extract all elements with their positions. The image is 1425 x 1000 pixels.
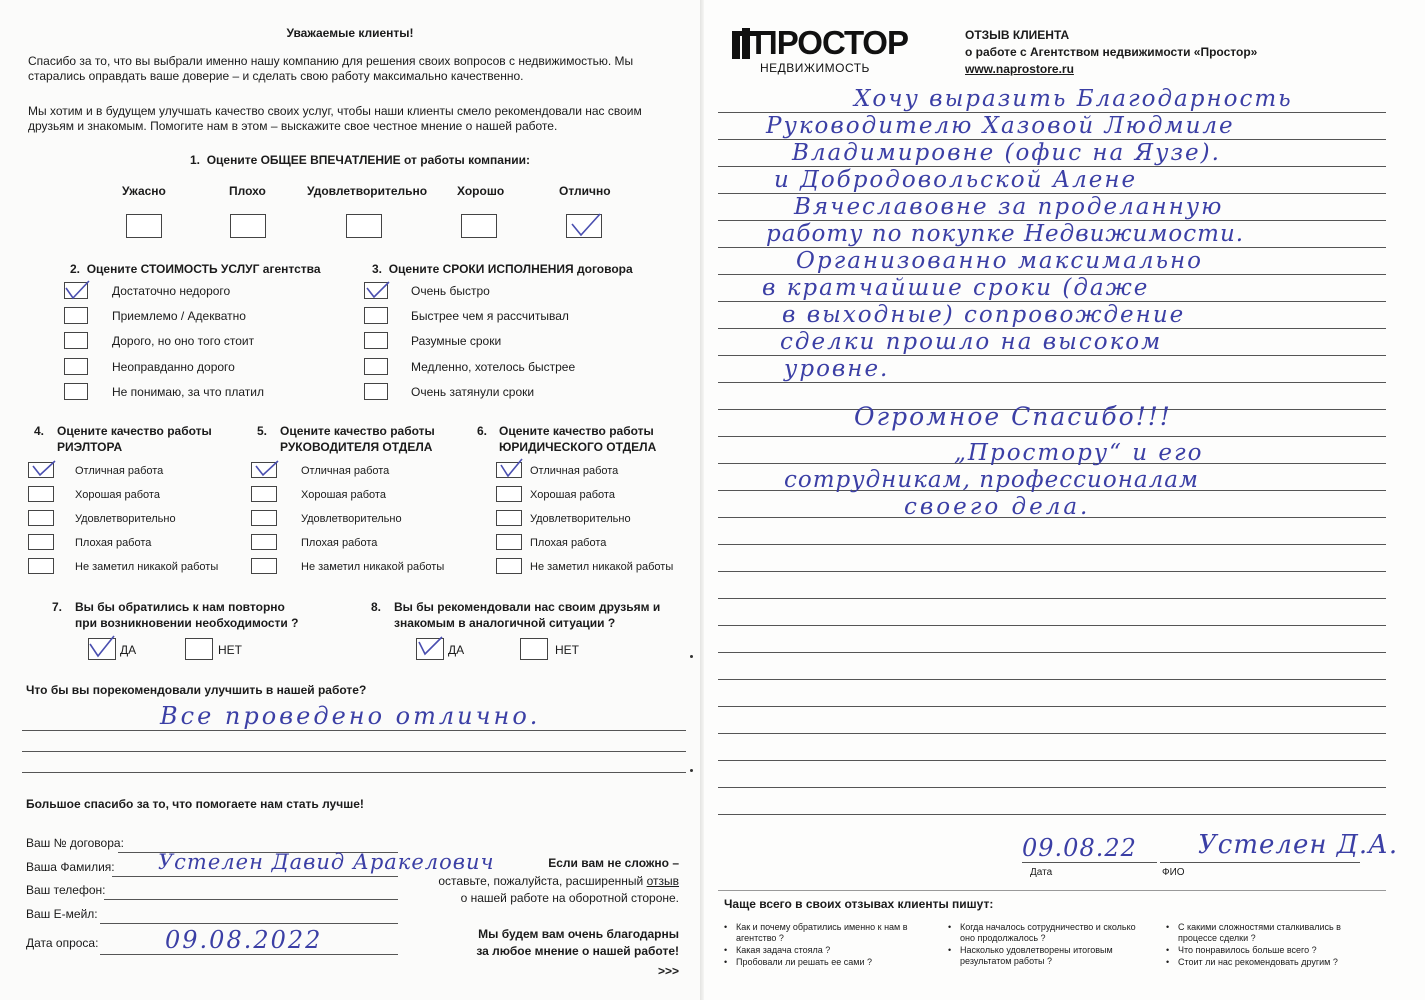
q3-checkbox[interactable]: [364, 307, 388, 324]
q5-title: РУКОВОДИТЕЛЯ ОТДЕЛА: [280, 440, 433, 454]
review-text-line[interactable]: в выходные) сопровождение: [782, 302, 1186, 328]
check-mark-icon: [251, 458, 281, 480]
next-page-arrows[interactable]: >>>: [657, 964, 679, 978]
side-note-bold: Если вам не сложно –: [548, 856, 679, 870]
review-text-line[interactable]: Организованно максимально: [796, 248, 1203, 274]
website-link[interactable]: www.naprostore.ru: [965, 62, 1074, 76]
q4-option: Удовлетворительно: [75, 513, 176, 525]
bullet-icon: •: [948, 922, 952, 932]
q3-option: Очень быстро: [411, 284, 490, 298]
fio-caption: ФИО: [1162, 867, 1185, 878]
q5-option: Отличная работа: [301, 465, 390, 477]
q5-option: Плохая работа: [301, 537, 378, 549]
tips-column: [948, 922, 1148, 967]
q7-title: при возникновении необходимости ?: [75, 616, 299, 630]
date-line: [1022, 862, 1157, 863]
q1-option-label: Хорошо: [457, 184, 505, 198]
q5-title: Оцените качество работы: [280, 424, 435, 438]
thanks-note: за любое мнение о нашей работе!: [476, 944, 679, 958]
q2-checkbox[interactable]: [64, 332, 88, 349]
q6-checkbox[interactable]: [496, 558, 522, 574]
check-mark-icon: [496, 457, 526, 481]
q8-number: 8.: [371, 600, 382, 614]
q2-option: Не понимаю, за что платил: [112, 385, 265, 399]
review-page: [704, 0, 1425, 1000]
ruled-line: [718, 679, 1386, 680]
q3-checkbox[interactable]: [364, 332, 388, 349]
q5-option: Удовлетворительно: [301, 513, 402, 525]
q2-option: Достаточно недорого: [112, 284, 231, 298]
separator: [718, 890, 1386, 891]
review-text-line[interactable]: работу по покупке Недвижимости.: [766, 221, 1245, 247]
tip-item: • Пробовали ли решать ее сами ?: [724, 957, 872, 967]
check-mark-icon: [62, 278, 92, 302]
ruled-line: [718, 436, 1386, 437]
q2-option: Неоправданно дорого: [112, 360, 235, 374]
q1-option-label: Плохо: [229, 184, 266, 198]
review-text-line[interactable]: Огромное Спасибо!!!: [854, 402, 1172, 431]
ruled-line: [718, 625, 1386, 626]
q4-option: Хорошая работа: [75, 489, 160, 501]
ruled-line: [718, 598, 1386, 599]
surname-value[interactable]: Устелен Давид Аракелович: [158, 850, 495, 874]
review-text-line[interactable]: сделки прошло на высоком: [780, 329, 1163, 355]
surname-field: [112, 876, 398, 877]
ruled-line: [718, 571, 1386, 572]
q3-title: 3. Оцените СРОКИ ИСПОЛНЕНИЯ договора: [372, 262, 633, 276]
review-text-line[interactable]: Владимировне (офис на Яузе).: [792, 140, 1221, 166]
q7-no-label: НЕТ: [218, 643, 242, 657]
phone-field[interactable]: [104, 899, 398, 900]
q6-option: Не заметил никакой работы: [530, 561, 674, 573]
q4-checkbox[interactable]: [28, 510, 54, 526]
q4-title: РИЭЛТОРА: [57, 440, 123, 454]
review-date-value[interactable]: 09.08.22: [1022, 834, 1137, 862]
q2-checkbox[interactable]: [64, 358, 88, 375]
q4-title: Оцените качество работы: [57, 424, 212, 438]
ruled-line: [718, 733, 1386, 734]
review-text-line[interactable]: своего дела.: [904, 494, 1091, 520]
tip-item: • Стоит ли нас рекомендовать другим ?: [1166, 957, 1338, 967]
intro-paragraph-1: Спасибо за то, что вы выбрали именно нашу компанию для решения своих вопросов с недвижимостью. Мы старались оправдать ваше доверие – и сделать свою работу максимально качественно.: [28, 54, 634, 83]
ruled-line: [718, 382, 1386, 383]
q1-checkbox[interactable]: [230, 214, 266, 238]
q2-checkbox[interactable]: [64, 383, 88, 400]
fio-line: [1160, 862, 1360, 863]
q2-title: 2. Оцените СТОИМОСТЬ УСЛУГ агентства: [70, 262, 321, 276]
tips-column: [1166, 922, 1378, 968]
q4-checkbox[interactable]: [28, 534, 54, 550]
q1-option-label: Отлично: [559, 184, 611, 198]
ruled-line: [718, 787, 1386, 788]
q1-option-label: Ужасно: [122, 184, 166, 198]
review-subheading: о работе с Агентством недвижимости «Простор»: [965, 45, 1258, 59]
q5-option: Хорошая работа: [301, 489, 386, 501]
q8-title: знакомым в аналогичной ситуации ?: [394, 616, 616, 630]
q8-yes-label: ДА: [448, 643, 465, 657]
tip-item: • Как и почему обратились именно к нам в агентство ?: [724, 922, 908, 943]
survey-title: Уважаемые клиенты!: [286, 26, 414, 40]
brand-logo: [732, 24, 922, 75]
q6-option: Плохая работа: [530, 537, 607, 549]
date-caption: Дата: [1030, 867, 1053, 878]
answer-line: [22, 751, 686, 752]
q1-checkbox[interactable]: [346, 214, 382, 238]
tip-item: • Что понравилось больше всего ?: [1166, 945, 1317, 955]
bullet-icon: •: [1166, 945, 1170, 955]
ruled-line: [718, 760, 1386, 761]
q4-option: Плохая работа: [75, 537, 152, 549]
phone-label: Ваш телефон:: [26, 883, 106, 897]
q8-no-label: НЕТ: [555, 643, 579, 657]
q7-number: 7.: [52, 600, 63, 614]
review-text-line[interactable]: Вячеславовне за проделанную: [794, 194, 1224, 220]
q5-checkbox[interactable]: [251, 486, 277, 502]
check-mark-icon: [86, 632, 118, 662]
review-text-line[interactable]: и Добродовольской Алене: [774, 167, 1138, 193]
thanks-note: Мы будем вам очень благодарны: [478, 927, 679, 941]
bullet-icon: •: [724, 957, 728, 967]
q3-checkbox[interactable]: [364, 358, 388, 375]
survey-date-value[interactable]: 09.08.2022: [165, 926, 323, 954]
ruled-line: [718, 544, 1386, 545]
q3-option: Очень затянули сроки: [411, 385, 535, 399]
q2-option: Дорого, но оно того стоит: [112, 334, 255, 348]
intro-paragraph-2: Мы хотим и в будущем улучшать качество своих услуг, чтобы наши клиенты смело рекомендовали нас своим друзьям и знакомым. Помогите нам в этом – выскажите свое честное мнение о нашей работе.: [28, 104, 642, 133]
q4-checkbox[interactable]: [28, 558, 54, 574]
brand-name: ПРОСТОР: [754, 24, 908, 61]
check-mark-icon: [566, 208, 606, 240]
bullet-icon: •: [948, 945, 952, 955]
bullet-icon: •: [1166, 922, 1170, 932]
answer-line: [22, 772, 686, 773]
q1-checkbox[interactable]: [126, 214, 162, 238]
q3-option: Разумные сроки: [411, 334, 502, 348]
q3-option: Быстрее чем я рассчитывал: [411, 309, 569, 323]
side-note-line: оставьте, пожалуйста, расширенный отзыв: [438, 874, 679, 888]
q6-checkbox[interactable]: [496, 534, 522, 550]
tip-item: • С какими сложностями сталкивались в процессе сделки ?: [1166, 922, 1341, 943]
review-text-line[interactable]: „Простору“ и его: [954, 440, 1204, 466]
q7-yes-label: ДА: [120, 643, 137, 657]
q1-option-label: Удовлетворительно: [307, 184, 428, 198]
answer-line: [22, 730, 686, 731]
q6-checkbox[interactable]: [496, 510, 522, 526]
q8-title: Вы бы рекомендовали нас своим друзьям и: [394, 600, 661, 614]
q8-no-checkbox[interactable]: [520, 638, 548, 660]
review-text-line[interactable]: в кратчайшие сроки (даже: [762, 275, 1150, 301]
q5-checkbox[interactable]: [251, 534, 277, 550]
q5-checkbox[interactable]: [251, 510, 277, 526]
q2-checkbox[interactable]: [64, 307, 88, 324]
side-note-line: о нашей работе на оборотной стороне.: [460, 891, 679, 905]
brand-sub: НЕДВИЖИМОСТЬ: [760, 61, 870, 75]
q5-checkbox[interactable]: [251, 558, 277, 574]
review-text-line[interactable]: уровне.: [784, 356, 890, 382]
print-dot: [690, 655, 693, 658]
review-text-line[interactable]: Руководителю Хазовой Людмиле: [766, 113, 1235, 139]
tip-item: • Когда началось сотрудничество и сколько оно продолжалось ?: [948, 922, 1136, 943]
date-label: Дата опроса:: [26, 936, 99, 950]
bullet-icon: •: [724, 922, 728, 932]
surname-label: Ваша Фамилия:: [26, 860, 115, 874]
q4-option: Не заметил никакой работы: [75, 561, 219, 573]
q6-checkbox[interactable]: [496, 486, 522, 502]
q6-option: Удовлетворительно: [530, 513, 631, 525]
q4-checkbox[interactable]: [28, 486, 54, 502]
q6-number: 6.: [477, 424, 488, 438]
print-dot: [690, 769, 693, 772]
signature-value[interactable]: Устелен Д.А.: [1198, 830, 1399, 860]
q6-title: ЮРИДИЧЕСКОГО ОТДЕЛА: [499, 440, 657, 454]
q5-number: 5.: [257, 424, 268, 438]
email-field[interactable]: [100, 923, 398, 924]
q5-option: Не заметил никакой работы: [301, 561, 445, 573]
q7-title: Вы бы обратились к нам повторно: [75, 600, 285, 614]
q6-title: Оцените качество работы: [499, 424, 654, 438]
check-mark-icon: [363, 279, 393, 301]
improve-question: Что бы вы порекомендовали улучшить в нашей работе?: [26, 683, 367, 697]
ruled-line: [718, 652, 1386, 653]
q1-title: 1. Оцените ОБЩЕЕ ВПЕЧАТЛЕНИЕ от работы компании:: [190, 153, 530, 167]
review-link[interactable]: отзыв: [646, 874, 679, 888]
review-heading: ОТЗЫВ КЛИЕНТА: [965, 28, 1070, 42]
q7-no-checkbox[interactable]: [185, 638, 213, 660]
ruled-line: [718, 814, 1386, 815]
q6-option: Хорошая работа: [530, 489, 615, 501]
q4-option: Отличная работа: [75, 465, 164, 477]
tips-column: [724, 922, 924, 968]
check-mark-icon: [28, 458, 58, 480]
review-text-line[interactable]: Хочу выразить Благодарность: [854, 86, 1293, 112]
bullet-icon: •: [1166, 957, 1170, 967]
tip-item: • Насколько удовлетворены итоговым результатом работы ?: [948, 945, 1113, 966]
bullet-icon: •: [724, 945, 728, 955]
q1-checkbox[interactable]: [461, 214, 497, 238]
tips-title: Чаще всего в своих отзывах клиенты пишут:: [724, 897, 994, 911]
contract-label: Ваш № договора:: [26, 836, 124, 850]
q2-option: Приемлемо / Адекватно: [112, 309, 246, 323]
email-label: Ваш Е-мейл:: [26, 907, 98, 921]
ruled-line: [718, 706, 1386, 707]
tip-item: • Какая задача стояла ?: [724, 945, 831, 955]
date-field: [100, 954, 398, 955]
q6-option: Отличная работа: [530, 465, 619, 477]
thanks-text: Большое спасибо за то, что помогаете нам стать лучше!: [26, 797, 364, 811]
improve-answer[interactable]: Все проведено отлично.: [160, 702, 541, 730]
q4-number: 4.: [34, 424, 45, 438]
survey-page: [0, 0, 700, 1000]
review-text-line[interactable]: сотрудникам, профессионалам: [784, 467, 1199, 493]
check-mark-icon: [414, 632, 446, 662]
q3-checkbox[interactable]: [364, 383, 388, 400]
q3-option: Медленно, хотелось быстрее: [411, 360, 576, 374]
